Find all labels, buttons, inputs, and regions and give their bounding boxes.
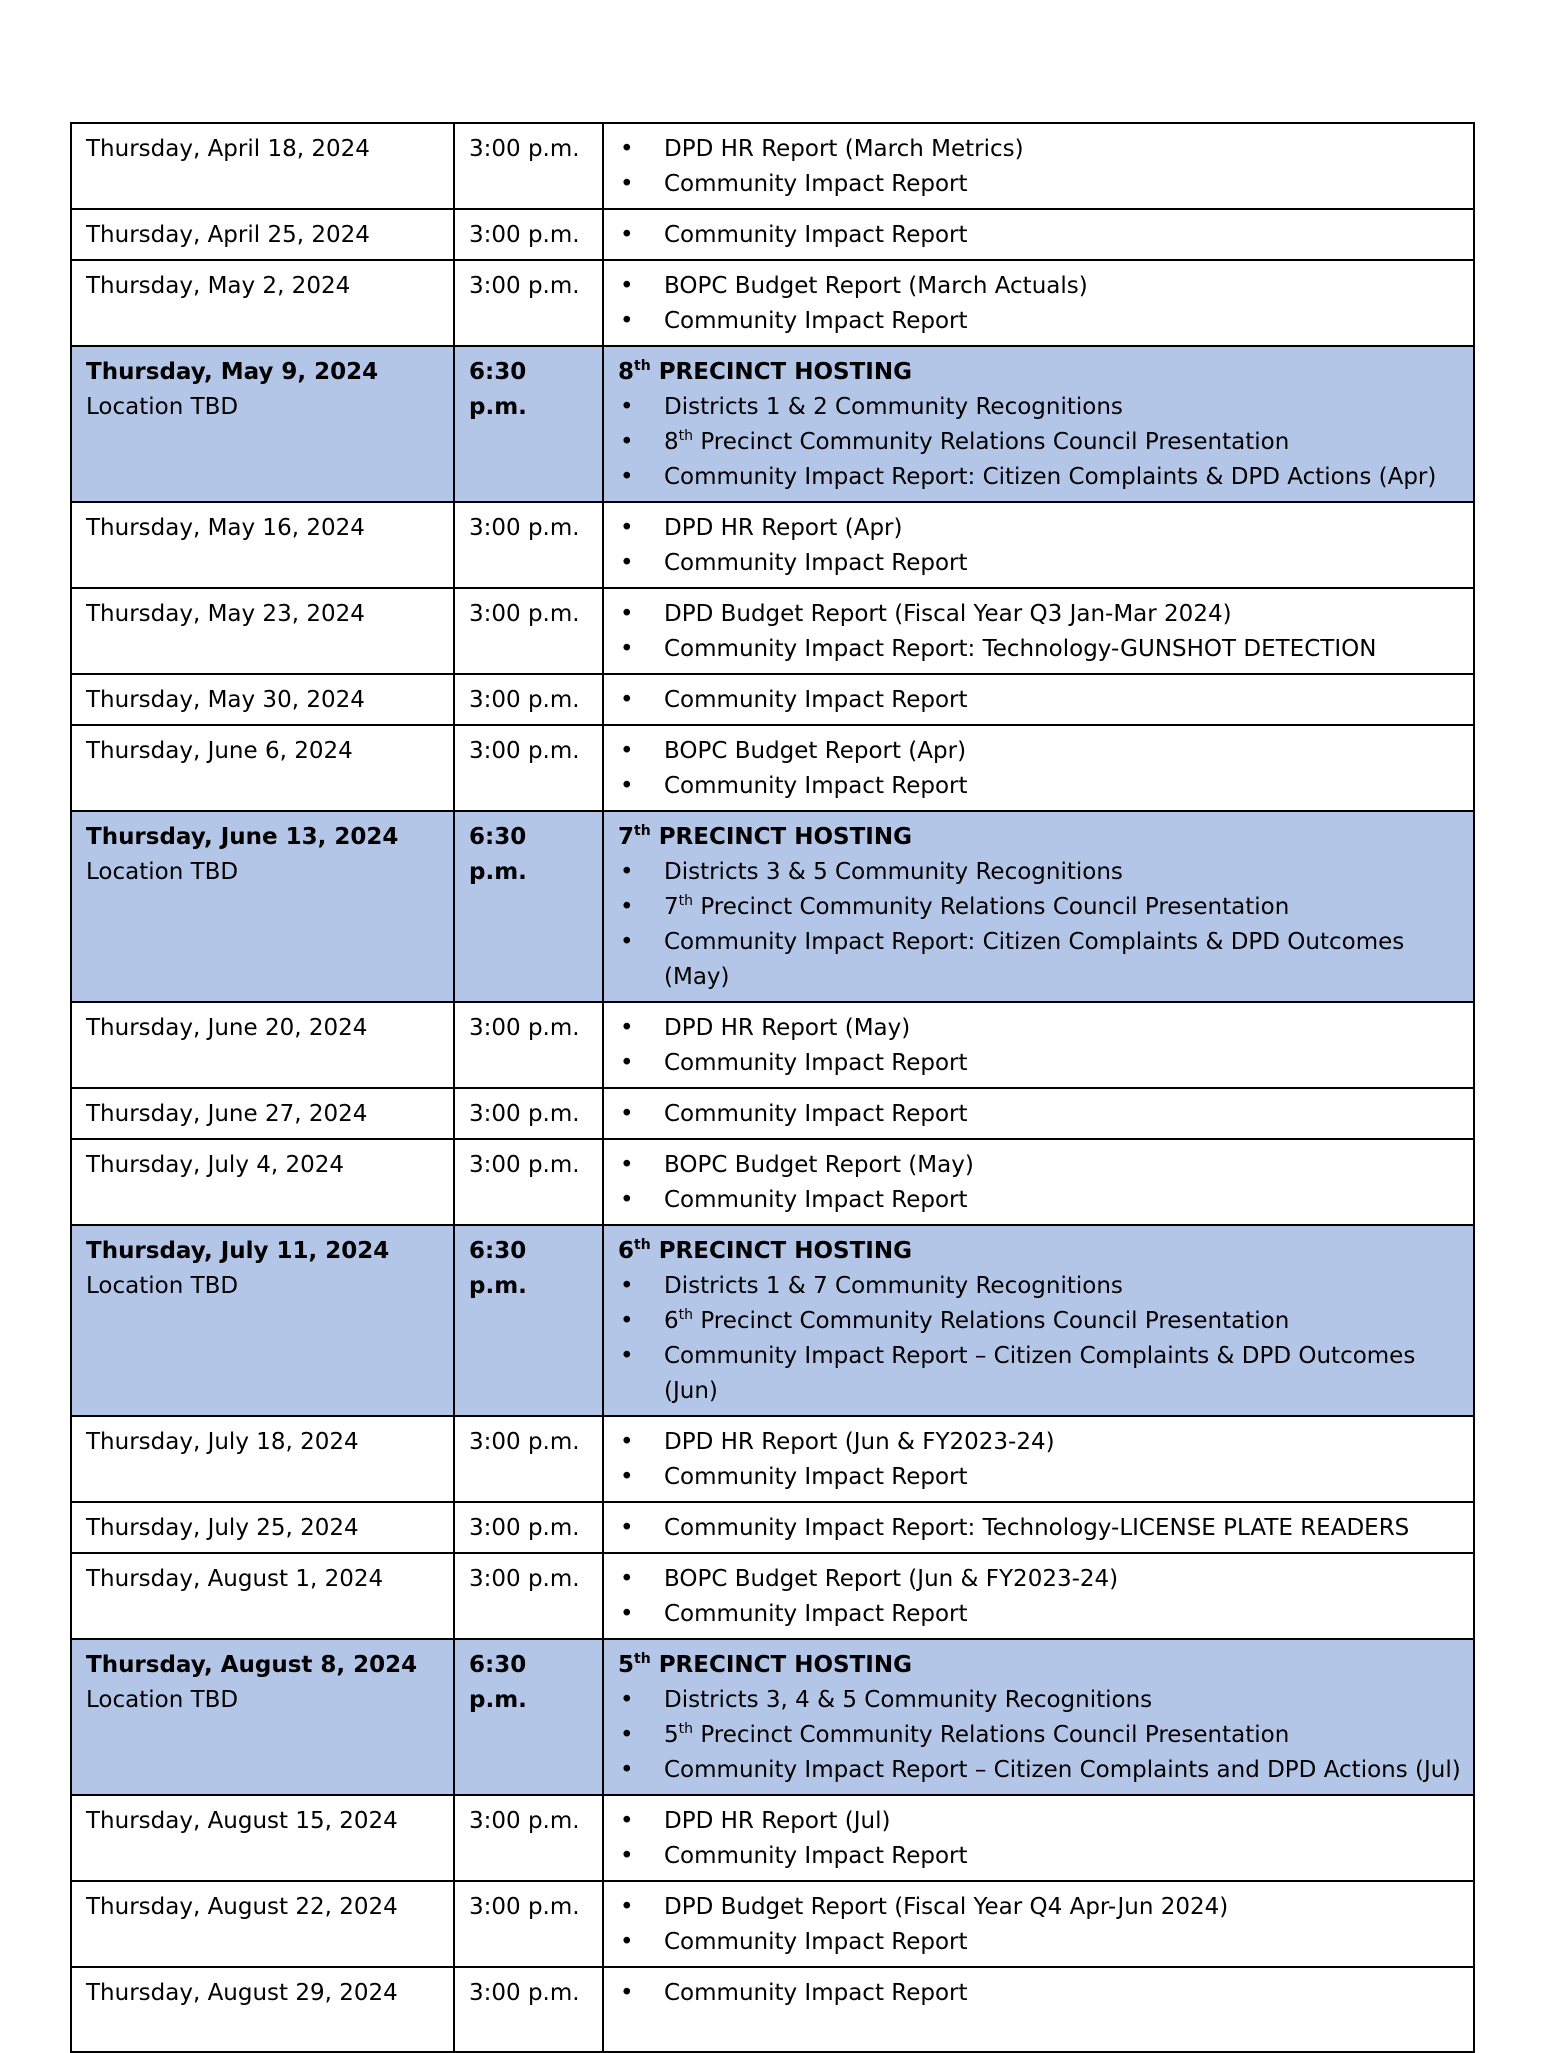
agenda-list [618, 269, 1461, 339]
agenda-item: • Community Impact Report: Technology-GUNSHOT DETECTION [618, 632, 1461, 667]
meeting-date-cell [71, 588, 454, 674]
ordinal-suffix: th [634, 358, 651, 374]
meeting-date: Thursday, August 22, 2024 [86, 1894, 398, 1920]
agenda-list [618, 390, 1461, 495]
meeting-date-cell [71, 1416, 454, 1502]
ordinal-suffix: th [678, 1721, 694, 1737]
meeting-time: 6:30 p.m. [454, 811, 603, 1002]
agenda-list [618, 1890, 1461, 1960]
meeting-date: Thursday, June 27, 2024 [86, 1101, 368, 1127]
meeting-row [71, 1002, 1474, 1088]
meeting-time: 3:00 p.m. [454, 1967, 603, 2052]
precinct-number: 8 [618, 359, 635, 385]
meeting-time: 3:00 p.m. [454, 1795, 603, 1881]
meeting-row [71, 1139, 1474, 1225]
meeting-date: Thursday, June 13, 2024 [86, 824, 399, 850]
meeting-time: 3:00 p.m. [454, 1502, 603, 1553]
agenda-item: • Community Impact Report [618, 1097, 1461, 1132]
meeting-row [71, 1502, 1474, 1553]
meeting-date-cell [71, 1139, 454, 1225]
meeting-row [71, 588, 1474, 674]
precinct-number: 5 [618, 1652, 635, 1678]
agenda-item: • Community Impact Report [618, 683, 1461, 718]
agenda-item: • Community Impact Report [618, 1976, 1461, 2011]
meeting-time: 3:00 p.m. [454, 674, 603, 725]
meeting-time: 6:30 p.m. [454, 1225, 603, 1416]
agenda-item: • Community Impact Report [618, 1046, 1461, 1081]
meeting-agenda-cell [603, 1553, 1474, 1639]
meeting-date: Thursday, July 11, 2024 [86, 1238, 390, 1264]
meeting-date: Thursday, May 9, 2024 [86, 359, 379, 385]
agenda-item: • Community Impact Report [618, 769, 1461, 804]
meeting-date-cell [71, 346, 454, 502]
meeting-time: 3:00 p.m. [454, 502, 603, 588]
meeting-row [71, 123, 1474, 209]
meeting-date: Thursday, July 18, 2024 [86, 1429, 359, 1455]
meeting-agenda-cell [603, 1881, 1474, 1967]
meeting-agenda-cell [603, 209, 1474, 260]
agenda-item: • DPD Budget Report (Fiscal Year Q4 Apr-Jun 2024) [618, 1890, 1461, 1925]
meeting-agenda-cell [603, 674, 1474, 725]
agenda-item: • Community Impact Report: Citizen Complaints & DPD Actions (Apr) [618, 460, 1461, 495]
agenda-list [618, 1683, 1461, 1788]
agenda-list [618, 1562, 1461, 1632]
ordinal-suffix: th [678, 893, 694, 909]
meeting-location: Location TBD [86, 1273, 239, 1299]
agenda-list [618, 1804, 1461, 1874]
meeting-agenda-cell [603, 1225, 1474, 1416]
meeting-date: Thursday, July 25, 2024 [86, 1515, 359, 1541]
meeting-date: Thursday, June 20, 2024 [86, 1015, 368, 1041]
agenda-item: • BOPC Budget Report (Jun & FY2023-24) [618, 1562, 1461, 1597]
meeting-date-cell [71, 1002, 454, 1088]
agenda-list [618, 597, 1461, 667]
meeting-date: Thursday, August 29, 2024 [86, 1980, 398, 2006]
meeting-time: 3:00 p.m. [454, 588, 603, 674]
hosting-meeting-row [71, 1639, 1474, 1795]
meeting-date-cell [71, 811, 454, 1002]
agenda-item: • DPD HR Report (May) [618, 1011, 1461, 1046]
agenda-item: • Districts 1 & 2 Community Recognitions [618, 390, 1461, 425]
agenda-list [618, 855, 1461, 995]
meeting-row [71, 1553, 1474, 1639]
meeting-date-cell [71, 1967, 454, 2052]
agenda-item: • BOPC Budget Report (Apr) [618, 734, 1461, 769]
meeting-date: Thursday, August 8, 2024 [86, 1652, 418, 1678]
meeting-time: 3:00 p.m. [454, 123, 603, 209]
meeting-time: 3:00 p.m. [454, 725, 603, 811]
agenda-list [618, 218, 1461, 253]
agenda-item: • DPD HR Report (Jun & FY2023-24) [618, 1425, 1461, 1460]
meeting-agenda-cell [603, 123, 1474, 209]
meeting-date-cell [71, 502, 454, 588]
agenda-item: • Community Impact Report – Citizen Complaints & DPD Outcomes (Jun) [618, 1339, 1461, 1409]
meeting-date-cell [71, 725, 454, 811]
meeting-date: Thursday, August 1, 2024 [86, 1566, 384, 1592]
agenda-item: • Community Impact Report [618, 304, 1461, 339]
agenda-list [618, 1011, 1461, 1081]
agenda-item: • Community Impact Report [618, 1925, 1461, 1960]
meeting-row [71, 1795, 1474, 1881]
meeting-agenda-cell [603, 588, 1474, 674]
meeting-row [71, 260, 1474, 346]
meeting-agenda-cell [603, 725, 1474, 811]
ordinal-suffix: th [678, 1307, 694, 1323]
agenda-item: • 7th Precinct Community Relations Council Presentation [618, 890, 1461, 925]
meeting-date-cell [71, 1553, 454, 1639]
agenda-list [618, 511, 1461, 581]
meeting-agenda-cell [603, 260, 1474, 346]
meeting-date-cell [71, 1639, 454, 1795]
meeting-row [71, 1881, 1474, 1967]
agenda-list [618, 132, 1461, 202]
meeting-date: Thursday, May 16, 2024 [86, 515, 365, 541]
agenda-list [618, 1097, 1461, 1132]
meeting-date-cell [71, 1795, 454, 1881]
precinct-hosting-title [618, 1648, 1461, 1683]
meeting-agenda-cell [603, 1967, 1474, 2052]
meeting-date: Thursday, May 23, 2024 [86, 601, 365, 627]
meeting-time: 3:00 p.m. [454, 1881, 603, 1967]
meeting-date: Thursday, May 30, 2024 [86, 687, 365, 713]
meeting-time: 3:00 p.m. [454, 1139, 603, 1225]
agenda-item: • Community Impact Report [618, 218, 1461, 253]
meeting-row [71, 674, 1474, 725]
agenda-list [618, 1148, 1461, 1218]
ordinal-suffix: th [678, 428, 694, 444]
meeting-time: 6:30 p.m. [454, 346, 603, 502]
agenda-item: • BOPC Budget Report (May) [618, 1148, 1461, 1183]
agenda-item: • Community Impact Report: Technology-LICENSE PLATE READERS [618, 1511, 1461, 1546]
meeting-time: 6:30 p.m. [454, 1639, 603, 1795]
meeting-date: Thursday, June 6, 2024 [86, 738, 353, 764]
precinct-hosting-title [618, 820, 1461, 855]
meeting-row [71, 725, 1474, 811]
agenda-list [618, 1269, 1461, 1409]
meeting-time: 3:00 p.m. [454, 1088, 603, 1139]
meeting-row [71, 1416, 1474, 1502]
hosting-meeting-row [71, 1225, 1474, 1416]
precinct-hosting-title [618, 1234, 1461, 1269]
agenda-item: • Community Impact Report: Citizen Complaints & DPD Outcomes (May) [618, 925, 1461, 995]
agenda-item: • Community Impact Report [618, 546, 1461, 581]
meeting-date: Thursday, July 4, 2024 [86, 1152, 345, 1178]
meeting-date-cell [71, 1881, 454, 1967]
hosting-label: PRECINCT HOSTING [650, 824, 912, 850]
meeting-date-cell [71, 260, 454, 346]
meeting-location: Location TBD [86, 1687, 239, 1713]
meeting-agenda-cell [603, 1502, 1474, 1553]
meeting-date-cell [71, 1088, 454, 1139]
meeting-agenda-cell [603, 1139, 1474, 1225]
hosting-label: PRECINCT HOSTING [650, 359, 912, 385]
agenda-list [618, 1976, 1461, 2011]
meeting-location: Location TBD [86, 394, 239, 420]
agenda-item: • DPD HR Report (Apr) [618, 511, 1461, 546]
meeting-row [71, 1088, 1474, 1139]
meeting-date: Thursday, April 25, 2024 [86, 222, 370, 248]
meeting-time: 3:00 p.m. [454, 1002, 603, 1088]
meeting-date: Thursday, August 15, 2024 [86, 1808, 398, 1834]
agenda-item: • DPD HR Report (Jul) [618, 1804, 1461, 1839]
meeting-agenda-cell [603, 1088, 1474, 1139]
hosting-meeting-row [71, 811, 1474, 1002]
meeting-row [71, 502, 1474, 588]
agenda-item: • Districts 1 & 7 Community Recognitions [618, 1269, 1461, 1304]
agenda-item: • Community Impact Report [618, 1597, 1461, 1632]
agenda-item: • 8th Precinct Community Relations Council Presentation [618, 425, 1461, 460]
agenda-item: • Community Impact Report [618, 1183, 1461, 1218]
hosting-meeting-row [71, 346, 1474, 502]
precinct-number: 7 [618, 824, 635, 850]
meeting-agenda-cell [603, 1795, 1474, 1881]
meeting-agenda-cell [603, 346, 1474, 502]
meeting-date: Thursday, April 18, 2024 [86, 136, 370, 162]
agenda-item: • Community Impact Report – Citizen Complaints and DPD Actions (Jul) [618, 1753, 1461, 1788]
meeting-agenda-cell [603, 502, 1474, 588]
precinct-hosting-title [618, 355, 1461, 390]
hosting-label: PRECINCT HOSTING [650, 1652, 912, 1678]
meeting-agenda-cell [603, 1002, 1474, 1088]
meeting-row [71, 1967, 1474, 2052]
agenda-item: • DPD HR Report (March Metrics) [618, 132, 1461, 167]
meeting-agenda-cell [603, 1639, 1474, 1795]
agenda-item: • DPD Budget Report (Fiscal Year Q3 Jan-Mar 2024) [618, 597, 1461, 632]
meeting-schedule-table [70, 122, 1475, 2053]
agenda-list [618, 683, 1461, 718]
meeting-time: 3:00 p.m. [454, 260, 603, 346]
meeting-date-cell [71, 209, 454, 260]
hosting-label: PRECINCT HOSTING [650, 1238, 912, 1264]
meeting-date-cell [71, 123, 454, 209]
agenda-item: • Community Impact Report [618, 1839, 1461, 1874]
agenda-list [618, 734, 1461, 804]
meeting-date: Thursday, May 2, 2024 [86, 273, 351, 299]
meeting-location: Location TBD [86, 859, 239, 885]
agenda-item: • Community Impact Report [618, 1460, 1461, 1495]
agenda-list [618, 1425, 1461, 1495]
meeting-time: 3:00 p.m. [454, 209, 603, 260]
meeting-time: 3:00 p.m. [454, 1553, 603, 1639]
meeting-schedule-body [71, 123, 1474, 2052]
agenda-item: • BOPC Budget Report (March Actuals) [618, 269, 1461, 304]
ordinal-suffix: th [634, 1651, 651, 1667]
ordinal-suffix: th [634, 1237, 651, 1253]
precinct-number: 6 [618, 1238, 635, 1264]
meeting-date-cell [71, 1502, 454, 1553]
agenda-item: • Districts 3, 4 & 5 Community Recognitions [618, 1683, 1461, 1718]
meeting-agenda-cell [603, 811, 1474, 1002]
meeting-row [71, 209, 1474, 260]
meeting-date-cell [71, 1225, 454, 1416]
agenda-item: • Community Impact Report [618, 167, 1461, 202]
meeting-time: 3:00 p.m. [454, 1416, 603, 1502]
meeting-date-cell [71, 674, 454, 725]
agenda-item: • 6th Precinct Community Relations Council Presentation [618, 1304, 1461, 1339]
agenda-item: • Districts 3 & 5 Community Recognitions [618, 855, 1461, 890]
agenda-item: • 5th Precinct Community Relations Council Presentation [618, 1718, 1461, 1753]
ordinal-suffix: th [634, 823, 651, 839]
meeting-agenda-cell [603, 1416, 1474, 1502]
agenda-list [618, 1511, 1461, 1546]
